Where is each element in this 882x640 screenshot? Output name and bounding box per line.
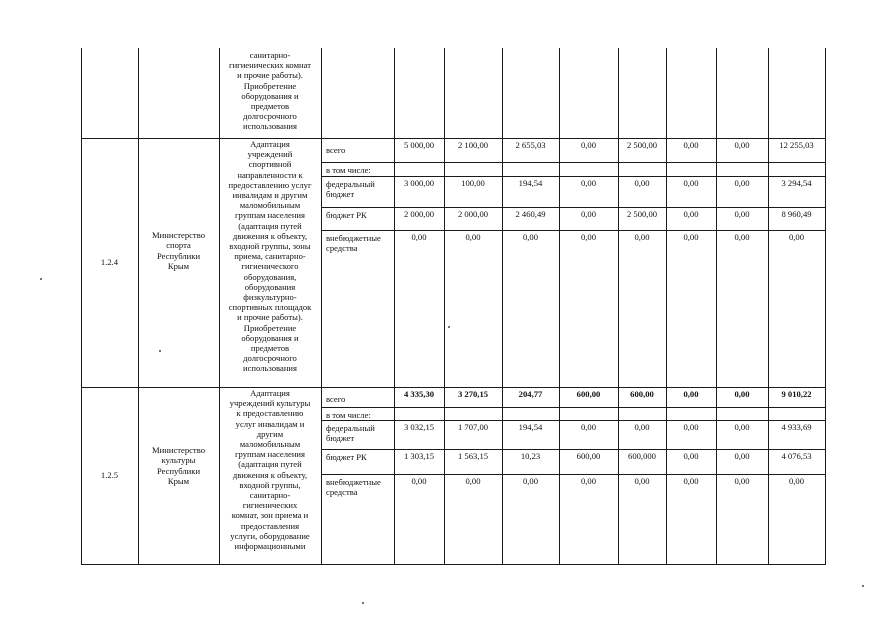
table-column-border xyxy=(618,48,619,564)
funding-source-label: средства xyxy=(326,243,358,254)
funding-source-label: в том числе: xyxy=(326,410,371,420)
description-text-line: предметов xyxy=(250,101,290,111)
description-text-line: и прочие работы). xyxy=(237,70,303,81)
executor-text-line: Крым xyxy=(167,260,190,271)
table-row-border xyxy=(81,564,826,565)
amount-cell: 0,00 xyxy=(683,389,699,399)
amount-cell: 0,00 xyxy=(683,209,699,219)
description-text-line: гигиенических комнат xyxy=(229,60,311,71)
amount-cell: 0,00 xyxy=(634,476,650,486)
description-text-line: гигиенических xyxy=(242,500,298,511)
amount-cell: 0,00 xyxy=(734,422,750,432)
description-text-line: оборудования и xyxy=(241,90,299,101)
description-text-line: входной группы, xyxy=(239,479,301,490)
amount-cell: 2 000,00 xyxy=(457,209,489,219)
funding-source-label: бюджет xyxy=(326,433,355,444)
description-text-line: Приобретение xyxy=(243,322,297,333)
description-text-line: приема, санитарно- xyxy=(234,251,306,262)
amount-cell: 2 000,00 xyxy=(403,209,435,219)
description-text-line: учреждений xyxy=(247,149,293,160)
description-text-line: долгосрочного xyxy=(243,111,297,122)
description-text-line: оборудования xyxy=(244,281,296,292)
amount-cell: 0,00 xyxy=(683,178,699,188)
amount-cell: 3 294,54 xyxy=(781,178,812,188)
amount-cell: 0,00 xyxy=(580,178,597,188)
funding-row-border xyxy=(321,207,825,208)
description-text-line: оборудования и xyxy=(241,332,299,343)
scan-speck xyxy=(448,326,450,328)
table-column-border xyxy=(716,48,717,564)
amount-cell: 0,00 xyxy=(683,422,699,432)
executor-text-line: культуры xyxy=(161,455,196,466)
amount-cell: 1 707,00 xyxy=(457,422,489,432)
amount-cell: 0,00 xyxy=(734,178,750,188)
scan-speck xyxy=(862,585,864,587)
description-text-line: к предоставлению xyxy=(236,408,304,419)
funding-source-label: бюджет xyxy=(326,189,355,200)
description-text-line: Адаптация xyxy=(250,139,290,149)
amount-cell: 0,00 xyxy=(683,232,699,242)
amount-cell: 8 960,49 xyxy=(781,209,812,219)
amount-cell: 0,00 xyxy=(634,422,650,432)
amount-cell: 0,00 xyxy=(580,232,597,242)
table-column-border xyxy=(138,48,139,564)
description-text-line: движения к объекту, xyxy=(232,469,308,480)
amount-cell: 0,00 xyxy=(683,140,699,150)
amount-cell: 600,000 xyxy=(628,451,656,461)
amount-cell: 194,54 xyxy=(518,178,543,188)
description-text-line: (адаптация путей xyxy=(238,220,302,231)
description-text-line: маломобильным xyxy=(239,439,301,449)
amount-cell: 1 303,15 xyxy=(403,451,435,461)
amount-cell: 194,54 xyxy=(518,422,543,432)
description-text-line: предметов xyxy=(250,343,290,353)
amount-cell: 0,00 xyxy=(734,140,750,150)
amount-cell: 0,00 xyxy=(522,476,539,486)
amount-cell: 0,00 xyxy=(580,476,597,486)
amount-cell: 0,00 xyxy=(580,422,597,432)
description-text-line: санитарно- xyxy=(249,490,291,500)
description-text-line: предоставления xyxy=(240,520,300,531)
amount-cell: 0,00 xyxy=(734,476,750,486)
amount-cell: 100,00 xyxy=(461,178,485,188)
description-text-line: входной группы, зоны xyxy=(229,241,311,251)
description-text-line: маломобильным xyxy=(239,200,301,211)
amount-cell: 2 460,49 xyxy=(515,209,546,219)
amount-cell: 600,00 xyxy=(630,389,654,399)
table-row-border xyxy=(81,138,826,139)
description-text-line: Адаптация xyxy=(250,388,290,398)
amount-cell: 0,00 xyxy=(683,451,699,461)
description-text-line: направленности к xyxy=(237,169,303,180)
description-text-line: услуг инвалидам и xyxy=(235,418,305,429)
amount-cell: 4 933,69 xyxy=(781,422,812,432)
amount-cell: 0,00 xyxy=(788,476,805,486)
description-text-line: комнат, зон приема и xyxy=(231,510,309,521)
table-column-border xyxy=(666,48,667,564)
amount-cell: 2 500,00 xyxy=(626,209,658,219)
funding-source-label: всего xyxy=(326,394,346,404)
description-text-line: инвалидам и другим xyxy=(232,190,308,200)
table-column-border xyxy=(502,48,503,564)
amount-cell: 0,00 xyxy=(580,209,597,219)
amount-cell: 1 563,15 xyxy=(457,451,489,461)
table-column-border xyxy=(768,48,769,564)
amount-cell: 0,00 xyxy=(411,476,427,486)
description-text-line: использования xyxy=(243,363,297,374)
row-number: 1.2.5 xyxy=(100,469,119,480)
executor-text-line: Министерство xyxy=(152,230,205,241)
amount-cell: 2 655,03 xyxy=(515,140,546,150)
funding-row-border xyxy=(321,230,825,231)
amount-cell: 2 500,00 xyxy=(626,140,658,150)
description-text-line: и прочие работы). xyxy=(237,312,303,323)
executor-text-line: Республики xyxy=(156,465,201,476)
description-text-line: использования xyxy=(243,121,297,132)
amount-cell: 3 270,15 xyxy=(457,389,489,399)
funding-source-label: федеральный xyxy=(326,423,375,433)
scan-speck xyxy=(362,602,364,604)
description-text-line: санитарно- xyxy=(249,50,291,60)
table-column-border xyxy=(394,48,395,564)
table-column-border xyxy=(81,48,82,564)
amount-cell: 600,00 xyxy=(576,451,601,461)
description-text-line: группам населения xyxy=(234,449,305,460)
description-text-line: предоставлению услуг xyxy=(228,179,312,190)
description-text-line: оборудования, xyxy=(243,271,297,282)
amount-cell: 0,00 xyxy=(683,476,699,486)
amount-cell: 0,00 xyxy=(734,232,750,242)
funding-row-border xyxy=(321,420,825,421)
funding-source-label: всего xyxy=(326,145,346,155)
amount-cell: 4 076,53 xyxy=(781,451,812,461)
table-column-border xyxy=(321,48,322,564)
amount-cell: 0,00 xyxy=(465,476,481,486)
funding-source-label: федеральный xyxy=(326,179,375,189)
table-column-border xyxy=(444,48,445,564)
executor-text-line: Республики xyxy=(156,250,201,261)
amount-cell: 0,00 xyxy=(465,232,481,242)
amount-cell: 0,00 xyxy=(411,232,427,242)
description-text-line: физкультурно- xyxy=(243,292,297,302)
funding-source-label: средства xyxy=(326,487,358,498)
funding-row-border xyxy=(321,176,825,177)
funding-source-label: в том числе: xyxy=(326,165,371,175)
table-column-border xyxy=(825,48,826,564)
scan-speck xyxy=(159,350,161,352)
amount-cell: 0,00 xyxy=(634,178,650,188)
funding-row-border xyxy=(321,162,825,163)
description-text-line: Приобретение xyxy=(243,80,297,91)
description-text-line: учреждений культуры xyxy=(229,398,311,409)
funding-source-label: бюджет РК xyxy=(326,210,367,220)
amount-cell: 3 032,15 xyxy=(403,422,435,432)
amount-cell: 5 000,00 xyxy=(403,140,435,150)
description-text-line: спортивной xyxy=(248,159,292,170)
amount-cell: 9 010,22 xyxy=(781,389,812,399)
amount-cell: 2 100,00 xyxy=(457,140,489,150)
amount-cell: 0,00 xyxy=(788,232,805,242)
amount-cell: 600,00 xyxy=(576,389,601,399)
amount-cell: 0,00 xyxy=(522,232,539,242)
amount-cell: 0,00 xyxy=(734,389,750,399)
table-row-border xyxy=(81,387,826,388)
amount-cell: 0,00 xyxy=(734,209,750,219)
description-text-line: услуги, оборудование xyxy=(230,530,310,541)
description-text-line: информационными xyxy=(234,541,306,551)
amount-cell: 10,23 xyxy=(520,451,541,461)
funding-row-border xyxy=(321,449,825,450)
table-column-border xyxy=(559,48,560,564)
description-text-line: (адаптация путей xyxy=(238,459,302,470)
funding-row-border xyxy=(321,474,825,475)
executor-text-line: Крым xyxy=(167,475,190,486)
description-text-line: группам населения xyxy=(234,210,305,221)
amount-cell: 4 335,30 xyxy=(403,389,435,399)
row-number: 1.2.4 xyxy=(100,256,119,267)
funding-row-border xyxy=(321,407,825,408)
funding-source-label: бюджет РК xyxy=(326,452,367,462)
description-text-line: движения к объекту, xyxy=(232,230,308,241)
funding-source-label: внебюджетные xyxy=(326,477,381,487)
description-text-line: другим xyxy=(256,428,284,439)
amount-cell: 0,00 xyxy=(580,140,597,150)
description-text-line: долгосрочного xyxy=(243,353,297,364)
amount-cell: 0,00 xyxy=(634,232,650,242)
amount-cell: 0,00 xyxy=(734,451,750,461)
scan-speck xyxy=(40,278,42,280)
description-text-line: гигиенического xyxy=(241,261,299,272)
description-text-line: спортивных площадок xyxy=(228,302,312,313)
funding-source-label: внебюджетные xyxy=(326,233,381,243)
amount-cell: 204,77 xyxy=(518,389,543,399)
amount-cell: 3 000,00 xyxy=(403,178,435,188)
executor-text-line: спорта xyxy=(166,240,191,251)
amount-cell: 12 255,03 xyxy=(779,140,814,150)
executor-text-line: Министерство xyxy=(152,445,205,456)
